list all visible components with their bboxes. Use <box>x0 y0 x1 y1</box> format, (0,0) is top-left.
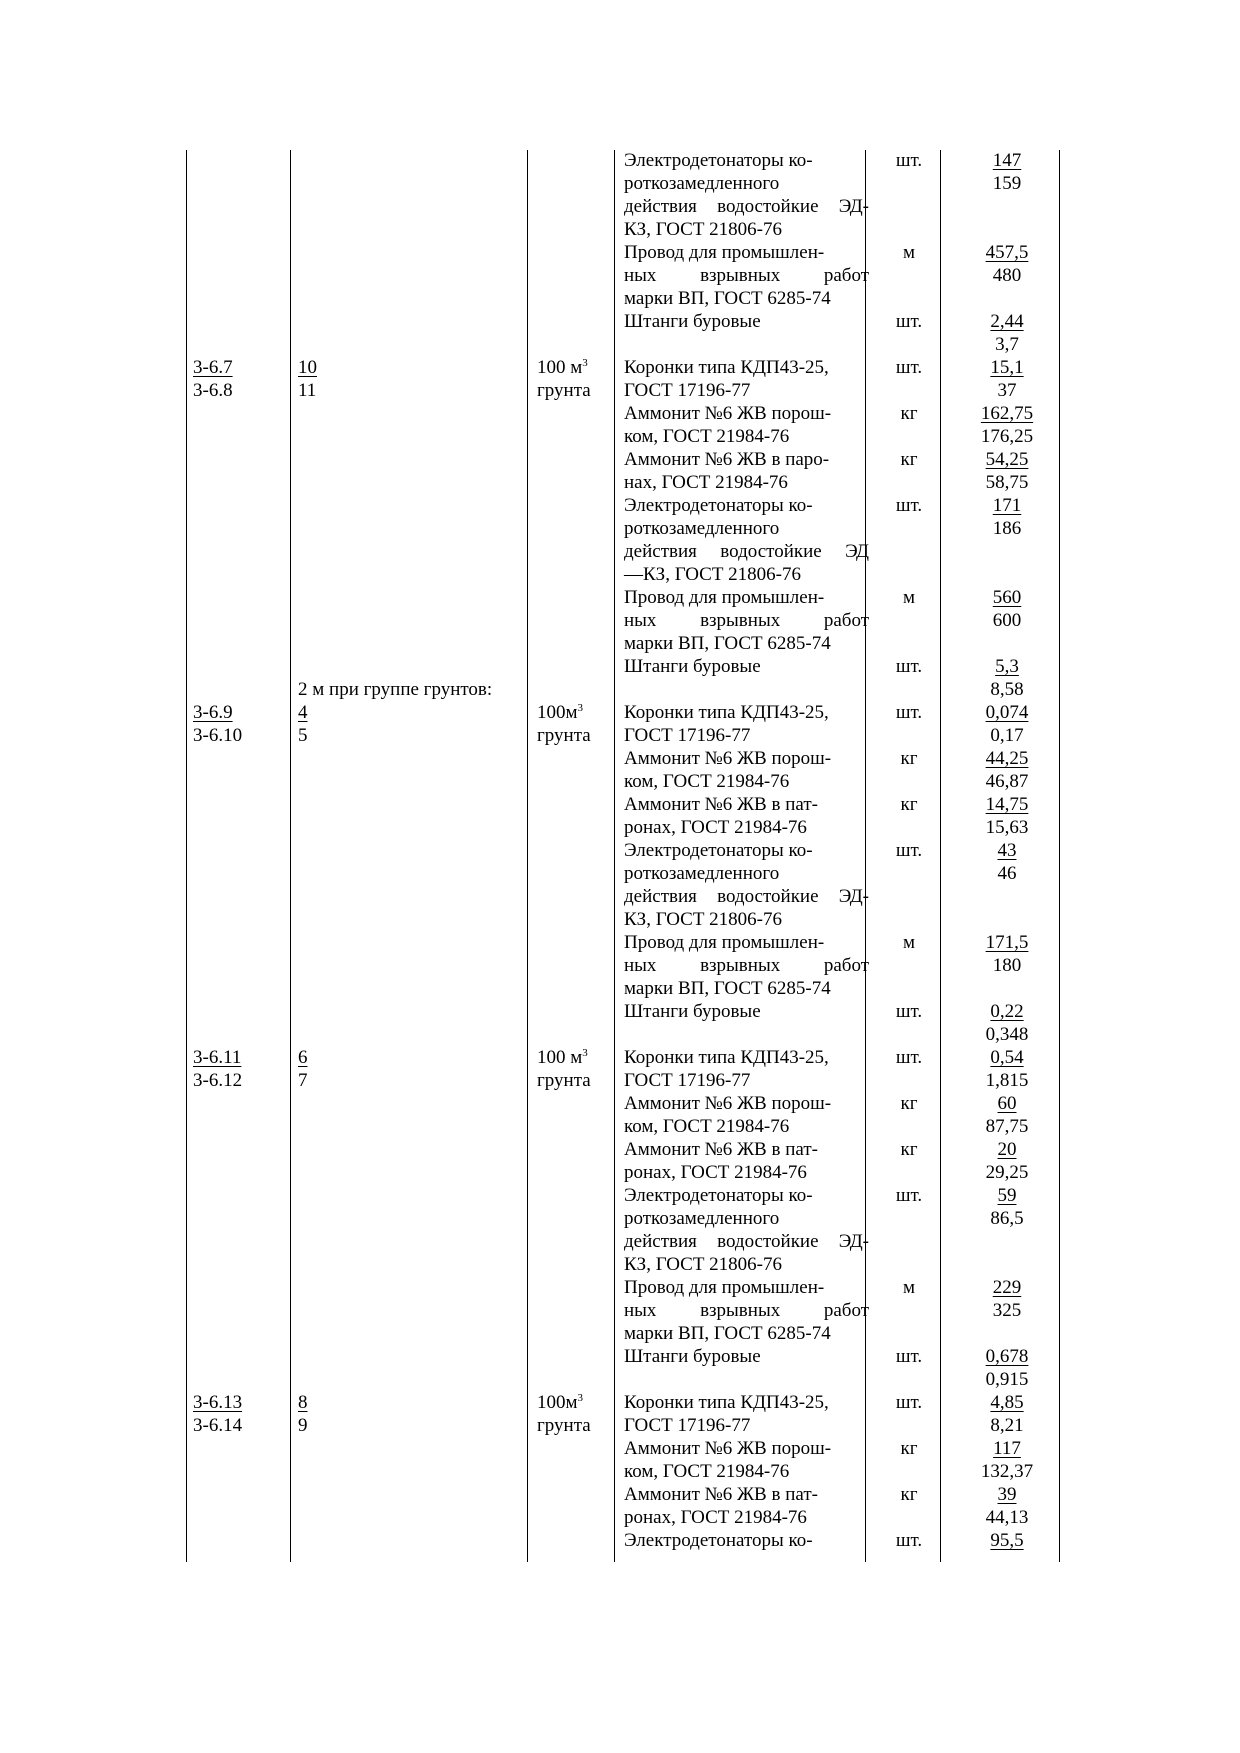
consumption-value: 54,25 <box>985 449 1029 470</box>
material-name: Электродетонаторы ко- <box>624 1185 813 1206</box>
material-name: ных взрывных работ <box>624 610 869 631</box>
table-row <box>0 862 1240 885</box>
table-row <box>0 1437 1240 1460</box>
measure-unit: кг <box>900 1093 918 1114</box>
material-name: марки ВП, ГОСТ 6285-74 <box>624 288 831 309</box>
table-row <box>0 540 1240 563</box>
consumption-value: 480 <box>992 265 1022 286</box>
table-row <box>0 425 1240 448</box>
measure-unit: шт. <box>895 1001 923 1022</box>
table-row <box>0 1529 1240 1552</box>
consumption-value: 0,074 <box>985 702 1029 723</box>
material-name: ронах, ГОСТ 21984-76 <box>624 1162 807 1183</box>
table-number: 10 <box>298 357 317 378</box>
consumption-value: 147 <box>992 150 1022 171</box>
material-name: марки ВП, ГОСТ 6285-74 <box>624 1323 831 1344</box>
table-row <box>0 1092 1240 1115</box>
measure-unit: шт. <box>895 1530 923 1551</box>
material-name: КЗ, ГОСТ 21806-76 <box>624 909 783 930</box>
consumption-value: 86,5 <box>990 1208 1024 1229</box>
table-row <box>0 241 1240 264</box>
material-name: Аммонит №6 ЖВ в пат- <box>624 794 818 815</box>
table-row <box>0 1368 1240 1391</box>
consumption-value: 60 <box>997 1093 1017 1114</box>
table-row <box>0 770 1240 793</box>
table-number: 9 <box>298 1415 308 1436</box>
material-name: Штанги буровые <box>624 311 761 332</box>
material-name: роткозамедленного <box>624 863 780 884</box>
material-name: Штанги буровые <box>624 1001 761 1022</box>
material-name: Провод для промышлен- <box>624 242 825 263</box>
norm-code: 3-6.12 <box>193 1070 243 1091</box>
consumption-value: 176,25 <box>980 426 1034 447</box>
consumption-value: 180 <box>992 955 1022 976</box>
table-row <box>0 1299 1240 1322</box>
table-row <box>0 839 1240 862</box>
material-name: роткозамедленного <box>624 1208 780 1229</box>
table-row <box>0 264 1240 287</box>
table-row <box>0 517 1240 540</box>
material-name: действия водостойкие ЭД- <box>624 1231 869 1252</box>
table-row <box>0 793 1240 816</box>
consumption-value: 39 <box>997 1484 1017 1505</box>
material-name: ронах, ГОСТ 21984-76 <box>624 817 807 838</box>
measure-unit: м <box>902 242 916 263</box>
table-row <box>0 632 1240 655</box>
material-name: Электродетонаторы ко- <box>624 150 813 171</box>
consumption-value: 186 <box>992 518 1022 539</box>
measure-unit: кг <box>900 1139 918 1160</box>
table-row <box>0 1276 1240 1299</box>
table-row <box>0 678 1240 701</box>
table-number: 6 <box>298 1047 308 1068</box>
table-row <box>0 287 1240 310</box>
consumption-value: 87,75 <box>985 1116 1029 1137</box>
material-name: ком, ГОСТ 21984-76 <box>624 1116 790 1137</box>
table-row <box>0 563 1240 586</box>
material-name: Аммонит №6 ЖВ в паро- <box>624 449 830 470</box>
consumption-value: 46,87 <box>985 771 1029 792</box>
material-name: нах, ГОСТ 21984-76 <box>624 472 788 493</box>
table-row <box>0 356 1240 379</box>
consumption-value: 560 <box>992 587 1022 608</box>
table-row <box>0 333 1240 356</box>
unit-of-measure: $100м^3$ <box>537 702 584 723</box>
consumption-value: 8,21 <box>990 1415 1024 1436</box>
table-row <box>0 402 1240 425</box>
consumption-value: 5,3 <box>995 656 1019 677</box>
consumption-value: 1,815 <box>985 1070 1029 1091</box>
table-row <box>0 1506 1240 1529</box>
table-row <box>0 885 1240 908</box>
material-name: Аммонит №6 ЖВ в пат- <box>624 1139 818 1160</box>
consumption-value: 14,75 <box>985 794 1029 815</box>
table-row <box>0 1391 1240 1414</box>
consumption-value: 58,75 <box>985 472 1029 493</box>
material-name: ГОСТ 17196-77 <box>624 380 751 401</box>
table-number: 7 <box>298 1070 308 1091</box>
table-row <box>0 1000 1240 1023</box>
table-row <box>0 954 1240 977</box>
table-row <box>0 1483 1240 1506</box>
material-name: ных взрывных работ <box>624 955 869 976</box>
unit-of-measure: 100 $м^3$ <box>537 357 588 378</box>
consumption-value: 0,915 <box>985 1369 1029 1390</box>
table-number: 5 <box>298 725 308 746</box>
consumption-value: 0,348 <box>985 1024 1029 1045</box>
table-row <box>0 1184 1240 1207</box>
table-row <box>0 172 1240 195</box>
material-name: Коронки типа КДП43-25, <box>624 357 829 378</box>
table-row <box>0 149 1240 172</box>
measure-unit: шт. <box>895 311 923 332</box>
material-name: Аммонит №6 ЖВ порош- <box>624 403 832 424</box>
consumption-value: 8,58 <box>990 679 1024 700</box>
material-name: ГОСТ 17196-77 <box>624 1070 751 1091</box>
unit-of-measure: $100м^3$ <box>537 1392 584 1413</box>
measure-unit: м <box>902 1277 916 1298</box>
measure-unit: м <box>902 587 916 608</box>
consumption-value: 171 <box>992 495 1022 516</box>
material-name: действия водостойкие ЭД- <box>624 886 869 907</box>
material-name: Провод для промышлен- <box>624 1277 825 1298</box>
table-row <box>0 816 1240 839</box>
measure-unit: м <box>902 932 916 953</box>
table-row <box>0 609 1240 632</box>
measure-unit: шт. <box>895 656 923 677</box>
consumption-value: 325 <box>992 1300 1022 1321</box>
table-row <box>0 379 1240 402</box>
consumption-value: 46 <box>997 863 1017 884</box>
unit-of-measure: грунта <box>537 725 591 746</box>
consumption-value: 37 <box>997 380 1017 401</box>
material-name: Электродетонаторы ко- <box>624 840 813 861</box>
consumption-value: 162,75 <box>980 403 1034 424</box>
material-name: ГОСТ 17196-77 <box>624 725 751 746</box>
unit-of-measure: грунта <box>537 1070 591 1091</box>
consumption-value: 600 <box>992 610 1022 631</box>
consumption-value: 59 <box>997 1185 1017 1206</box>
material-name: Провод для промышлен- <box>624 587 825 608</box>
material-name: КЗ, ГОСТ 21806-76 <box>624 219 783 240</box>
material-name: Провод для промышлен- <box>624 932 825 953</box>
material-name: Коронки типа КДП43-25, <box>624 702 829 723</box>
consumption-value: 29,25 <box>985 1162 1029 1183</box>
material-name: роткозамедленного <box>624 518 780 539</box>
consumption-value: 0,17 <box>990 725 1024 746</box>
unit-of-measure: грунта <box>537 380 591 401</box>
measure-unit: кг <box>900 748 918 769</box>
table-row <box>0 908 1240 931</box>
table-row <box>0 471 1240 494</box>
table-row <box>0 724 1240 747</box>
table-row <box>0 931 1240 954</box>
table-number: 2 м при группе грунтов: <box>298 679 493 700</box>
material-name: КЗ, ГОСТ 21806-76 <box>624 1254 783 1275</box>
consumption-value: 117 <box>993 1438 1021 1459</box>
table-row <box>0 747 1240 770</box>
measure-unit: кг <box>900 1484 918 1505</box>
table-row <box>0 1414 1240 1437</box>
measure-unit: шт. <box>895 1392 923 1413</box>
measure-unit: кг <box>900 1438 918 1459</box>
consumption-value: 95,5 <box>990 1530 1024 1551</box>
consumption-value: 159 <box>992 173 1022 194</box>
measure-unit: кг <box>900 794 918 815</box>
measure-unit: шт. <box>895 1047 923 1068</box>
measure-unit: шт. <box>895 1185 923 1206</box>
material-name: Аммонит №6 ЖВ порош- <box>624 1438 832 1459</box>
material-name: действия водостойкие ЭД <box>624 541 869 562</box>
table-row <box>0 1138 1240 1161</box>
table-row <box>0 1207 1240 1230</box>
table-number: 11 <box>298 380 317 401</box>
material-name: Электродетонаторы ко- <box>624 495 813 516</box>
material-name: ком, ГОСТ 21984-76 <box>624 771 790 792</box>
table-row <box>0 448 1240 471</box>
unit-of-measure: грунта <box>537 1415 591 1436</box>
consumption-value: 44,13 <box>985 1507 1029 1528</box>
material-name: Электродетонаторы ко- <box>624 1530 813 1551</box>
table-row <box>0 701 1240 724</box>
table-row <box>0 195 1240 218</box>
material-name: ком, ГОСТ 21984-76 <box>624 1461 790 1482</box>
table-row <box>0 1161 1240 1184</box>
material-name: Коронки типа КДП43-25, <box>624 1047 829 1068</box>
consumption-value: 4,85 <box>990 1392 1024 1413</box>
table-row <box>0 655 1240 678</box>
table-row <box>0 218 1240 241</box>
norm-code: 3-6.13 <box>193 1392 243 1413</box>
material-name: Штанги буровые <box>624 656 761 677</box>
consumption-value: 229 <box>992 1277 1022 1298</box>
material-name: ком, ГОСТ 21984-76 <box>624 426 790 447</box>
material-name: ронах, ГОСТ 21984-76 <box>624 1507 807 1528</box>
measure-unit: шт. <box>895 495 923 516</box>
table-row <box>0 1460 1240 1483</box>
consumption-value: 3,7 <box>995 334 1019 355</box>
material-name: марки ВП, ГОСТ 6285-74 <box>624 633 831 654</box>
table-row <box>0 494 1240 517</box>
material-name: действия водостойкие ЭД- <box>624 196 869 217</box>
unit-of-measure: 100 $м^3$ <box>537 1047 588 1068</box>
consumption-value: 0,54 <box>990 1047 1024 1068</box>
table-row <box>0 977 1240 1000</box>
table-row <box>0 1253 1240 1276</box>
material-name: Аммонит №6 ЖВ в пат- <box>624 1484 818 1505</box>
material-name: ных взрывных работ <box>624 1300 869 1321</box>
measure-unit: шт. <box>895 702 923 723</box>
consumption-value: 2,44 <box>990 311 1024 332</box>
norm-code: 3-6.10 <box>193 725 243 746</box>
norm-code: 3-6.9 <box>193 702 233 723</box>
consumption-value: 15,1 <box>990 357 1024 378</box>
consumption-value: 0,22 <box>990 1001 1024 1022</box>
material-name: Коронки типа КДП43-25, <box>624 1392 829 1413</box>
table-row <box>0 1115 1240 1138</box>
measure-unit: шт. <box>895 357 923 378</box>
table-row <box>0 1023 1240 1046</box>
measure-unit: кг <box>900 449 918 470</box>
table-row <box>0 1069 1240 1092</box>
table-row <box>0 310 1240 333</box>
measure-unit: шт. <box>895 150 923 171</box>
table-row <box>0 1230 1240 1253</box>
table-row <box>0 1345 1240 1368</box>
norm-code: 3-6.7 <box>193 357 233 378</box>
consumption-value: 0,678 <box>985 1346 1029 1367</box>
table-row <box>0 1322 1240 1345</box>
consumption-value: 44,25 <box>985 748 1029 769</box>
material-name: Аммонит №6 ЖВ порош- <box>624 1093 832 1114</box>
measure-unit: кг <box>900 403 918 424</box>
consumption-value: 171,5 <box>985 932 1029 953</box>
measure-unit: шт. <box>895 840 923 861</box>
material-name: ных взрывных работ <box>624 265 869 286</box>
norm-code: 3-6.8 <box>193 380 233 401</box>
material-name: —КЗ, ГОСТ 21806-76 <box>624 564 802 585</box>
table-row <box>0 1046 1240 1069</box>
material-name: Аммонит №6 ЖВ порош- <box>624 748 832 769</box>
norm-code: 3-6.11 <box>193 1047 242 1068</box>
material-name: Штанги буровые <box>624 1346 761 1367</box>
table-number: 8 <box>298 1392 308 1413</box>
norm-code: 3-6.14 <box>193 1415 243 1436</box>
table-row <box>0 586 1240 609</box>
measure-unit: шт. <box>895 1346 923 1367</box>
material-name: роткозамедленного <box>624 173 780 194</box>
material-name: ГОСТ 17196-77 <box>624 1415 751 1436</box>
consumption-value: 132,37 <box>980 1461 1034 1482</box>
consumption-value: 43 <box>997 840 1017 861</box>
consumption-value: 15,63 <box>985 817 1029 838</box>
table-number: 4 <box>298 702 308 723</box>
consumption-value: 457,5 <box>985 242 1029 263</box>
material-name: марки ВП, ГОСТ 6285-74 <box>624 978 831 999</box>
consumption-value: 20 <box>997 1139 1017 1160</box>
